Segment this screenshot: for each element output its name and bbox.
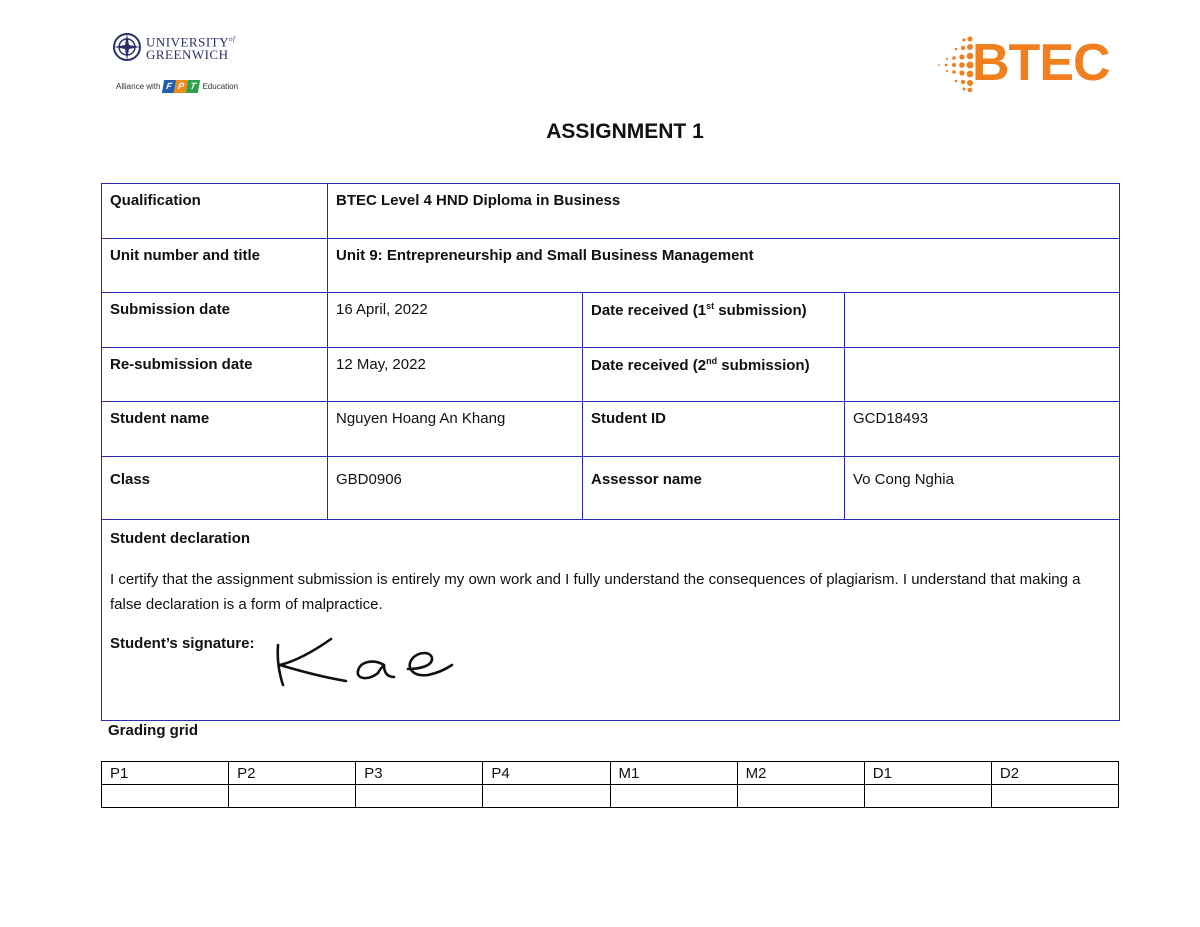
- class-value: GBD0906: [328, 457, 583, 520]
- grade-header-d1: D1: [864, 762, 991, 785]
- submission-date-label: Submission date: [102, 293, 328, 348]
- fpt-letter-p: P: [174, 80, 188, 93]
- date-received-first-post: submission): [714, 302, 807, 319]
- uog-of: of: [229, 35, 236, 44]
- qualification-label: Qualification: [102, 184, 328, 239]
- btec-wordmark: BTEC: [972, 34, 1110, 92]
- row-student: [102, 402, 1120, 457]
- date-received-second-pre: Date received (2: [591, 357, 707, 374]
- row-class: [102, 457, 1120, 520]
- grade-cell-p3: [356, 785, 483, 808]
- fpt-letter-t: T: [186, 80, 200, 93]
- alliance-prefix: Alliance with: [116, 82, 161, 91]
- row-resubmission: [102, 348, 1120, 402]
- resubmission-date-value: 12 May, 2022: [328, 348, 583, 402]
- grade-cell-p4: [483, 785, 610, 808]
- grade-header-p1: P1: [102, 762, 229, 785]
- resubmission-date-label: Re-submission date: [102, 348, 328, 402]
- date-received-first-label: [583, 293, 845, 348]
- signature-label: Student’s signature:: [110, 635, 255, 652]
- uog-line1: UNIVERSITY: [146, 34, 229, 50]
- student-name-label: Student name: [102, 402, 328, 457]
- grade-cell-d1: [864, 785, 991, 808]
- grade-header-p2: P2: [229, 762, 356, 785]
- student-name-value: Nguyen Hoang An Khang: [328, 402, 583, 457]
- handwritten-signature: [256, 631, 456, 691]
- unit-label: Unit number and title: [102, 239, 328, 293]
- declaration-cell: [102, 520, 1120, 721]
- grade-cell-m1: [610, 785, 737, 808]
- declaration-heading: Student declaration: [110, 530, 251, 547]
- grade-header-p4: P4: [483, 762, 610, 785]
- university-seal-icon: [112, 32, 142, 62]
- grade-header-m1: M1: [610, 762, 737, 785]
- assessor-name-label: Assessor name: [583, 457, 845, 520]
- unit-value: Unit 9: Entrepreneurship and Small Business Management: [328, 239, 1120, 293]
- page-title: ASSIGNMENT 1: [546, 120, 704, 143]
- qualification-value: BTEC Level 4 HND Diploma in Business: [328, 184, 1120, 239]
- grade-cell-m2: [737, 785, 864, 808]
- grading-header-row: [102, 762, 1119, 785]
- university-of-greenwich-logo: [112, 30, 252, 100]
- grade-cell-p1: [102, 785, 229, 808]
- date-received-second-value: [845, 348, 1120, 402]
- uog-line2: GREENWICH: [146, 46, 229, 62]
- assignment-cover-table: [101, 183, 1120, 721]
- row-qualification: [102, 184, 1120, 239]
- alliance-suffix: Education: [202, 82, 239, 91]
- fpt-logo: [163, 80, 199, 93]
- uog-wordmark: [112, 32, 235, 62]
- date-received-second-post: submission): [717, 357, 810, 374]
- row-submission: [102, 293, 1120, 348]
- date-received-first-pre: Date received (1: [591, 302, 707, 319]
- date-received-first-sup: st: [706, 301, 715, 311]
- grade-cell-p2: [229, 785, 356, 808]
- student-id-value: GCD18493: [845, 402, 1120, 457]
- grade-header-d2: D2: [991, 762, 1118, 785]
- grade-header-m2: M2: [737, 762, 864, 785]
- submission-date-value: 16 April, 2022: [328, 293, 583, 348]
- class-label: Class: [102, 457, 328, 520]
- grading-grid-label: Grading grid: [108, 722, 198, 739]
- grading-grid-table: [101, 761, 1119, 808]
- assessor-name-value: Vo Cong Nghia: [845, 457, 1120, 520]
- declaration-text: I certify that the assignment submission is entirely my own work and I fully understand the consequences of plagiarism. I understand that making a false declaration is a form of malpractice.: [110, 571, 1081, 613]
- signature-row: [110, 631, 1111, 691]
- btec-logo: [934, 30, 1124, 96]
- date-received-first-value: [845, 293, 1120, 348]
- row-declaration: [102, 520, 1120, 721]
- fpt-letter-f: F: [162, 80, 176, 93]
- student-id-label: Student ID: [583, 402, 845, 457]
- grade-header-p3: P3: [356, 762, 483, 785]
- row-unit: [102, 239, 1120, 293]
- alliance-line: [116, 80, 238, 93]
- grade-cell-d2: [991, 785, 1118, 808]
- grading-value-row: [102, 785, 1119, 808]
- date-received-second-sup: nd: [706, 356, 718, 366]
- date-received-second-label: [583, 348, 845, 402]
